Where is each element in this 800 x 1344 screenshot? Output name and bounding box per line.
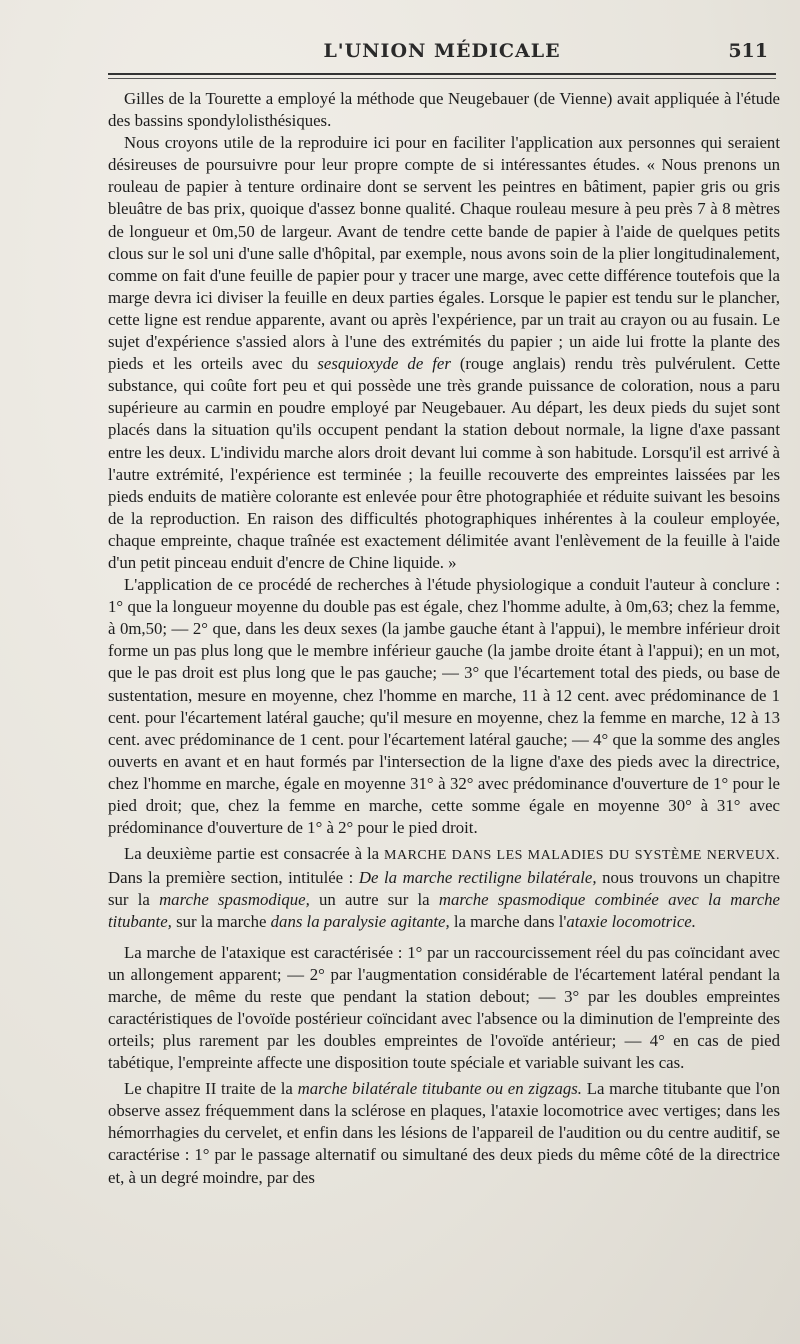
article-body — [108, 88, 780, 1189]
paragraph-1: Gilles de la Tourette a employé la méthode que Neugebauer (de Vienne) avait appliquée à l'étude des bassins spondylolisthésiques. — [108, 89, 780, 131]
paragraph-3: L'application de ce procédé de recherches à l'étude physiologique a conduit l'auteur à conclure : 1° que la longueur moyenne du double pas est égale, chez l'homme adulte, à 0m,63; chez la femme, à 0m,50; — 2° que, dans les deux sexes (la jambe gauche étant à l'appui), le membre inférieur droit forme un pas plus long que le membre inférieur gauche (la jambe droite étant à l'appui); en un mot, que le pas droit est plus long que le pas gauche; — 3° que l'écartement total des pieds, ou base de sustentation, mesure en moyenne, chez l'homme en marche, 11 à 12 cent. avec prédominance de 1 cent. pour l'écartement latéral gauche; qu'il mesure en moyenne, chez la femme en marche, 12 à 13 cent. avec prédominance de 1 cent. pour l'écartement latéral gauche; — 4° que la somme des angles ouverts en avant et en haut formés par l'intersection de la ligne d'axe des pieds avec la directrice, chez l'homme en marche, égale en moyenne 31° à 32° avec prédominance d'ouverture de 1° pour le pied droit; que, chez la femme en marche, cette somme égale en moyenne 30° à 31° avec prédominance d'ouverture de 1° à 2° pour le pied droit. — [108, 575, 780, 838]
paragraph-4: La deuxième partie est consacrée à la MARCHE DANS LES MALADIES DU SYSTÈME NERVEUX. Dans la première section, intitulée : De la marche rectiligne bilatérale, nous trouvons un chapitre sur la marche spasmodique, un autre sur la marche spasmodique combinée avec la marche titubante, sur la marche dans la paralysie agitante, la marche dans l'ataxie locomotrice. — [108, 844, 781, 932]
header-rule — [108, 73, 776, 79]
page-header — [108, 40, 776, 70]
small-caps-heading: MARCHE DANS LES MALADIES DU SYSTÈME NERVEUX. — [384, 848, 780, 864]
running-title: L'UNION MÉDICALE — [323, 40, 561, 62]
paragraph-2: Nous croyons utile de la reproduire ici pour en faciliter l'application aux personnes qui seraient désireuses de poursuivre pour leur propre compte de si intéressantes études. « Nous prenons un rouleau de papier à tenture ordinaire dont se servent les peintres en bâtiment, papier gris ou gris bleuâtre de bas prix, quoique d'assez bonne qualité. Chaque rouleau mesure à peu près 7 à 8 mètres de longueur et 0m,50 de largeur. Avant de tendre cette bande de papier à l'aide de quelques petits clous sur le sol uni d'une salle d'hôpital, par exemple, nous avons soin de la plier longitudinalement, comme on fait d'une feuille de papier pour y tracer une marge, avec cette différence toutefois que la marge devra ici diviser la feuille en deux parties égales. Lorsque le papier est tendu sur le plancher, cette ligne est rendue apparente, avant ou après l'expérience, par un trait au crayon ou au fusain. Le sujet d'expérience s'assied alors à l'une des extrémités du papier ; un aide lui frotte la plante des pieds et les orteils avec du sesquioxyde de fer (rouge anglais) rendu très pulvérulent. Cette substance, qui coûte fort peu et qui possède une très grande puissance de coloration, nous a paru supérieure au carmin en poudre employé par Neugebauer. Au départ, les deux pieds du sujet sont placés dans la situation qu'ils occupent pendant la station debout normale, la ligne d'axe passant entre les deux. L'individu marche alors droit devant lui comme à son habitude. Lorsqu'il est arrivé à l'autre extrémité, l'expérience est terminée ; la feuille recouverte des empreintes laissées par les pieds enduits de matière colorante est enlevée pour être photographiée et réduite suivant les besoins de la reproduction. En raison des difficultés photographiques inhérentes à la couleur employée, chaque empreinte, chaque traînée est exactement délimitée avant l'enlèvement de la feuille à l'aide d'un petit pinceau enduit d'encre de Chine liquide. » — [108, 133, 781, 572]
italic-term: sesquioxyde de fer — [317, 354, 451, 374]
paragraph-6: Le chapitre II traite de la marche bilatérale titubante ou en zigzags. La marche titubante que l'on observe assez fréquemment dans la sclérose en plaques, l'ataxie locomotrice avec vertiges; dans les hémorrhagies du cervelet, et enfin dans les lésions de l'appareil de l'audition ou du centre auditif, se caractérise : 1° par le passage alternatif ou simultané des deux pieds du même côté de la directrice et, à un degré moindre, par des — [108, 1079, 780, 1187]
paragraph-5: La marche de l'ataxique est caractérisée : 1° par un raccourcissement réel du pas coïncidant avec un allongement apparent; — 2° par l'augmentation considérable de l'écartement latéral pendant la marche, de même du reste que pendant la station debout; — 3° par les doubles empreintes caractéristiques de l'ovoïde postérieur coïncidant avec l'absence ou la diminution de l'empreinte des orteils; plus rarement par les doubles empreintes de l'ovoïde antérieur; — 4° en cas de pied tabétique, l'empreinte affecte une disposition toute spéciale et variable suivant les cas. — [108, 942, 780, 1073]
page-number: 511 — [728, 40, 768, 62]
